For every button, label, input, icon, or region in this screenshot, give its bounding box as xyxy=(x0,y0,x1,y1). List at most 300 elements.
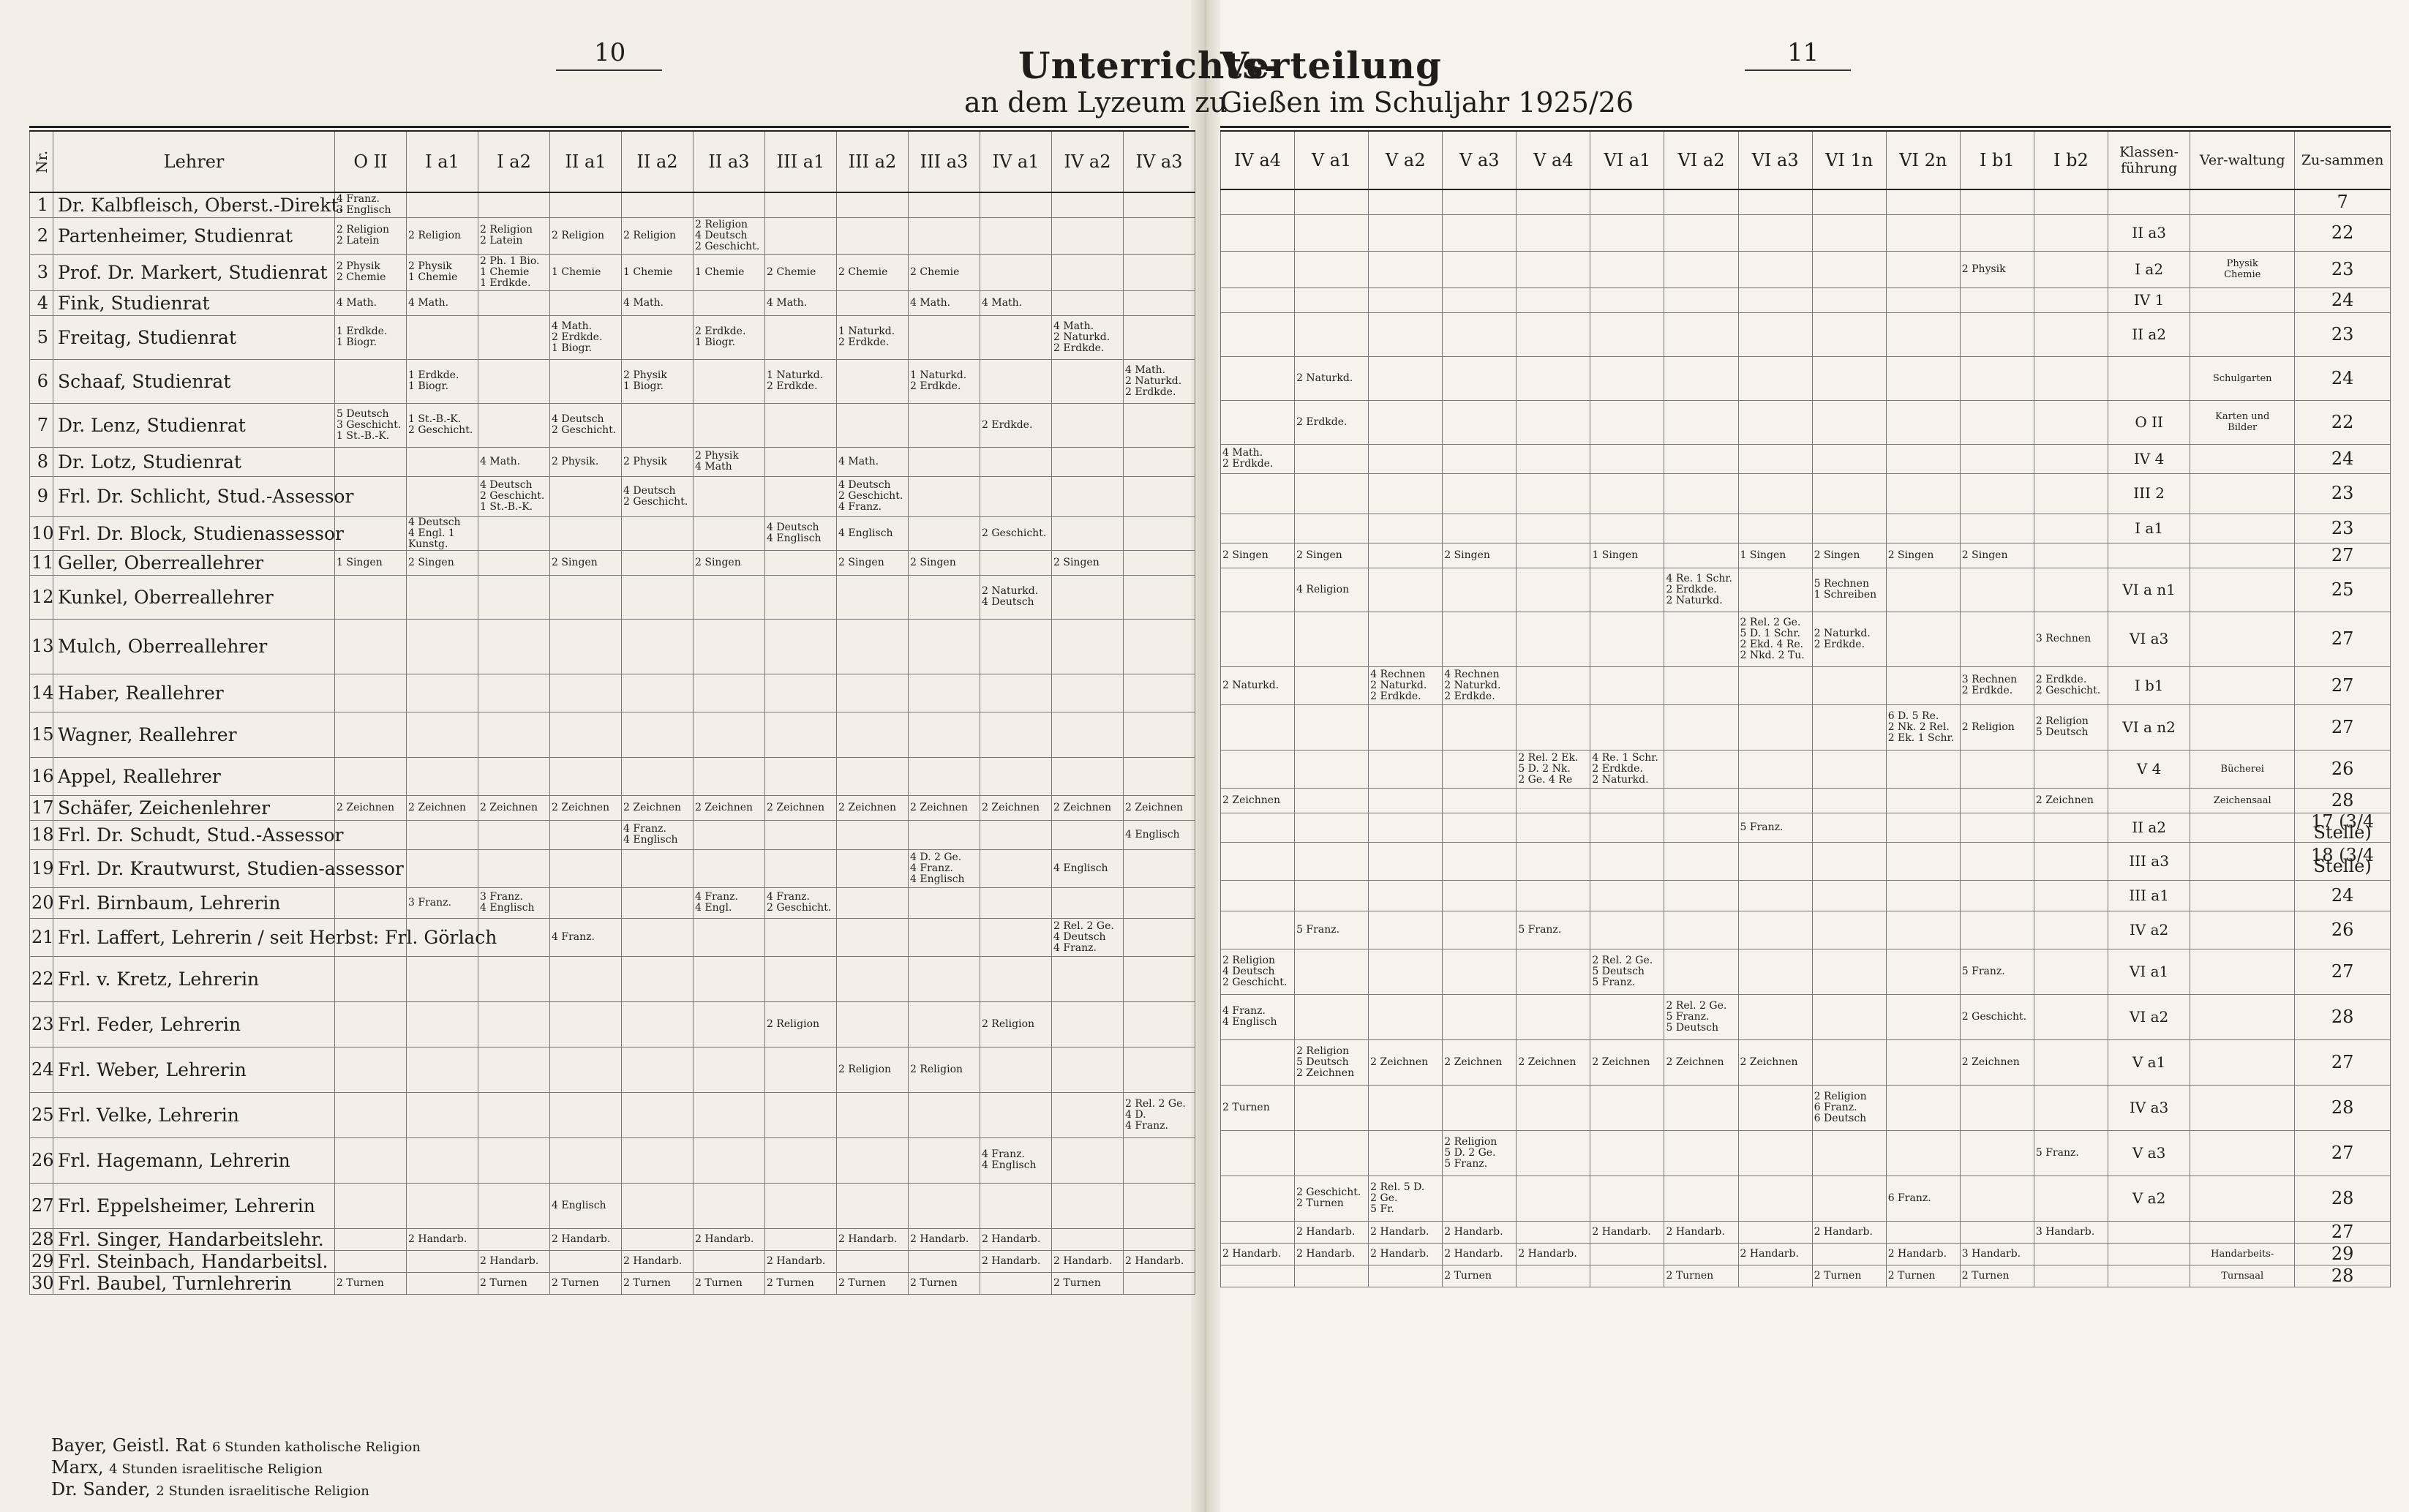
lesson-cell xyxy=(1960,911,2034,949)
footer-note: 4 Stunden israelitische Religion xyxy=(109,1462,323,1477)
lesson-cell xyxy=(1517,473,1590,514)
lesson-cell: 2 Ph. 1 Bio. 1 Chemie 1 Erdkde. xyxy=(478,254,550,290)
lesson-cell: 4 Math. xyxy=(478,447,550,476)
lesson-cell xyxy=(1738,1085,1812,1130)
lesson-cell xyxy=(1812,813,1886,842)
total-hours: 27 xyxy=(2295,543,2391,568)
lesson-cell xyxy=(478,956,550,1001)
table-row xyxy=(1221,444,2391,473)
lesson-cell: 4 Deutsch 2 Geschicht. 1 St.-B.-K. xyxy=(478,476,550,516)
column-header: III a3 xyxy=(909,131,980,192)
lesson-cell xyxy=(550,712,622,757)
lesson-cell xyxy=(1052,820,1124,849)
lesson-cell: 2 Handarb. xyxy=(909,1228,980,1250)
lesson-cell xyxy=(1052,956,1124,1001)
lesson-cell xyxy=(1886,312,1960,356)
column-header: VI a2 xyxy=(1664,131,1738,189)
lesson-cell xyxy=(765,956,837,1001)
lesson-cell xyxy=(1052,757,1124,795)
lesson-cell xyxy=(1295,312,1369,356)
lesson-cell: 2 Zeichnen xyxy=(550,795,622,820)
total-hours: 23 xyxy=(2295,251,2391,287)
lesson-cell xyxy=(2034,251,2108,287)
administration xyxy=(2190,444,2295,473)
table-row xyxy=(1221,1243,2391,1265)
lesson-cell xyxy=(837,1250,909,1272)
table-row xyxy=(30,1001,1195,1047)
lesson-cell xyxy=(1590,1265,1664,1287)
teacher-name: Mulch, Oberreallehrer xyxy=(53,619,335,674)
lesson-cell xyxy=(478,849,550,887)
lesson-cell: 2 Erdkde. 1 Biogr. xyxy=(694,315,765,359)
lesson-cell xyxy=(694,476,765,516)
lesson-cell xyxy=(980,550,1052,575)
lesson-cell xyxy=(1221,880,1295,911)
table-row xyxy=(30,1137,1195,1183)
total-hours: 23 xyxy=(2295,312,2391,356)
lesson-cell xyxy=(1295,251,1369,287)
lesson-cell xyxy=(694,1137,765,1183)
table-row xyxy=(1221,994,2391,1039)
lesson-cell xyxy=(1664,543,1738,568)
class-leadership: VI a n2 xyxy=(2108,704,2190,750)
lesson-cell: 2 Chemie xyxy=(909,254,980,290)
lesson-cell xyxy=(694,1047,765,1092)
lesson-cell xyxy=(2034,880,2108,911)
table-row xyxy=(30,849,1195,887)
column-header: I b2 xyxy=(2034,131,2108,189)
lesson-cell: 4 Deutsch 2 Geschicht. xyxy=(550,403,622,447)
lesson-cell xyxy=(1124,403,1195,447)
lesson-cell xyxy=(1221,813,1295,842)
lesson-cell xyxy=(1517,1221,1590,1243)
table-row xyxy=(30,918,1195,956)
lesson-cell xyxy=(335,1047,407,1092)
lesson-cell xyxy=(1664,514,1738,543)
lesson-cell xyxy=(1886,788,1960,813)
lesson-cell: 4 Math. xyxy=(622,290,694,315)
lesson-cell xyxy=(1517,1265,1590,1287)
lesson-cell: 2 Zeichnen xyxy=(2034,788,2108,813)
lesson-cell: 4 Deutsch 4 Englisch xyxy=(765,516,837,550)
lesson-cell: 2 Singen xyxy=(1812,543,1886,568)
teacher-name: Appel, Reallehrer xyxy=(53,757,335,795)
lesson-cell xyxy=(1812,1039,1886,1085)
lesson-cell: 4 Religion xyxy=(1295,568,1369,612)
lesson-cell: 4 Franz. 4 Englisch xyxy=(622,820,694,849)
class-leadership: III a3 xyxy=(2108,842,2190,880)
lesson-cell xyxy=(1221,514,1295,543)
administration: Handarbeits- xyxy=(2190,1243,2295,1265)
administration: Schulgarten xyxy=(2190,356,2295,400)
table-row xyxy=(30,290,1195,315)
lesson-cell xyxy=(2034,1265,2108,1287)
lesson-cell: 4 Englisch xyxy=(1124,820,1195,849)
lesson-cell: 2 Rel. 2 Ge. 4 D. 4 Franz. xyxy=(1124,1092,1195,1137)
column-header: V a4 xyxy=(1517,131,1590,189)
table-row xyxy=(30,1183,1195,1228)
lesson-cell xyxy=(765,575,837,619)
lesson-cell: 2 Turnen xyxy=(550,1272,622,1294)
lesson-cell xyxy=(1664,704,1738,750)
lesson-cell xyxy=(765,1137,837,1183)
class-leadership xyxy=(2108,788,2190,813)
lesson-cell xyxy=(1517,287,1590,312)
lesson-cell xyxy=(1221,189,1295,214)
table-row xyxy=(30,192,1195,217)
lesson-cell: 4 Math. xyxy=(837,447,909,476)
lesson-cell xyxy=(335,1092,407,1137)
lesson-cell xyxy=(335,1001,407,1047)
administration xyxy=(2190,1039,2295,1085)
lesson-cell xyxy=(1738,994,1812,1039)
lesson-cell xyxy=(1886,612,1960,666)
lesson-cell xyxy=(1886,473,1960,514)
lesson-cell: 2 Geschicht. 2 Turnen xyxy=(1295,1176,1369,1221)
administration xyxy=(2190,287,2295,312)
table-row xyxy=(30,550,1195,575)
lesson-cell xyxy=(407,476,478,516)
administration: Zeichensaal xyxy=(2190,788,2295,813)
schedule-table-left xyxy=(29,130,1195,1295)
lesson-cell xyxy=(407,757,478,795)
lesson-cell: 2 Chemie xyxy=(765,254,837,290)
lesson-cell xyxy=(1664,788,1738,813)
lesson-cell xyxy=(1443,1085,1517,1130)
lesson-cell xyxy=(694,192,765,217)
lesson-cell xyxy=(909,674,980,712)
lesson-cell xyxy=(1221,312,1295,356)
administration xyxy=(2190,568,2295,612)
lesson-cell xyxy=(837,956,909,1001)
lesson-cell xyxy=(1443,473,1517,514)
footer-note: 6 Stunden katholische Religion xyxy=(211,1440,421,1455)
lesson-cell xyxy=(1812,880,1886,911)
lesson-cell xyxy=(980,712,1052,757)
lesson-cell xyxy=(1664,473,1738,514)
table-row xyxy=(1221,813,2391,842)
lesson-cell xyxy=(909,447,980,476)
lesson-cell xyxy=(1295,1085,1369,1130)
lesson-cell xyxy=(1886,911,1960,949)
lesson-cell xyxy=(1369,949,1443,994)
lesson-cell xyxy=(1590,1243,1664,1265)
table-row xyxy=(1221,1130,2391,1176)
lesson-cell xyxy=(1664,312,1738,356)
lesson-cell xyxy=(1443,568,1517,612)
lesson-cell xyxy=(694,820,765,849)
lesson-cell xyxy=(1517,949,1590,994)
row-number: 11 xyxy=(30,550,53,575)
row-number: 9 xyxy=(30,476,53,516)
lesson-cell xyxy=(1052,1228,1124,1250)
class-leadership: VI a3 xyxy=(2108,612,2190,666)
column-header: IV a2 xyxy=(1052,131,1124,192)
lesson-cell xyxy=(980,918,1052,956)
lesson-cell xyxy=(1812,1130,1886,1176)
lesson-cell xyxy=(1960,612,2034,666)
class-leadership: V a1 xyxy=(2108,1039,2190,1085)
lesson-cell: 2 Singen xyxy=(1443,543,1517,568)
lesson-cell: 2 Erdkde. 2 Geschicht. xyxy=(2034,666,2108,704)
lesson-cell xyxy=(1443,189,1517,214)
lesson-cell xyxy=(909,476,980,516)
lesson-cell xyxy=(1590,788,1664,813)
lesson-cell xyxy=(1590,1130,1664,1176)
lesson-cell: 2 Handarb. xyxy=(1124,1250,1195,1272)
lesson-cell xyxy=(1886,842,1960,880)
lesson-cell: 2 Zeichnen xyxy=(407,795,478,820)
lesson-cell xyxy=(1886,444,1960,473)
lesson-cell xyxy=(1221,214,1295,251)
lesson-cell xyxy=(1812,356,1886,400)
lesson-cell xyxy=(1443,813,1517,842)
lesson-cell: 2 Zeichnen xyxy=(1664,1039,1738,1085)
lesson-cell: 2 Turnen xyxy=(1221,1085,1295,1130)
footer-name: Dr. Sander, xyxy=(51,1479,151,1500)
column-header: Ver-waltung xyxy=(2190,131,2295,189)
row-number: 25 xyxy=(30,1092,53,1137)
class-leadership: VI a n1 xyxy=(2108,568,2190,612)
lesson-cell: 2 Singen xyxy=(837,550,909,575)
table-row xyxy=(30,403,1195,447)
lesson-cell xyxy=(1443,400,1517,444)
lesson-cell xyxy=(1124,315,1195,359)
lesson-cell: 2 Chemie xyxy=(837,254,909,290)
lesson-cell xyxy=(1052,403,1124,447)
lesson-cell xyxy=(765,918,837,956)
administration xyxy=(2190,543,2295,568)
lesson-cell xyxy=(1124,849,1195,887)
lesson-cell xyxy=(1812,287,1886,312)
lesson-cell xyxy=(980,1047,1052,1092)
administration: Bücherei xyxy=(2190,750,2295,788)
lesson-cell xyxy=(1052,1092,1124,1137)
lesson-cell xyxy=(1221,750,1295,788)
lesson-cell xyxy=(1960,750,2034,788)
lesson-cell xyxy=(550,1047,622,1092)
teacher-name: Frl. Eppelsheimer, Lehrerin xyxy=(53,1183,335,1228)
lesson-cell xyxy=(765,757,837,795)
table-row xyxy=(1221,911,2391,949)
lesson-cell xyxy=(407,575,478,619)
teacher-name: Frl. Singer, Handarbeitslehr. xyxy=(53,1228,335,1250)
lesson-cell xyxy=(1960,312,2034,356)
lesson-cell xyxy=(1517,251,1590,287)
lesson-cell xyxy=(980,1272,1052,1294)
footer-name: Marx, xyxy=(51,1457,104,1478)
lesson-cell: 2 Turnen xyxy=(1960,1265,2034,1287)
lesson-cell xyxy=(407,1092,478,1137)
row-number: 23 xyxy=(30,1001,53,1047)
lesson-cell: 2 Naturkd. xyxy=(1295,356,1369,400)
teacher-name: Geller, Oberreallehrer xyxy=(53,550,335,575)
lesson-cell xyxy=(1812,312,1886,356)
lesson-cell: 3 Handarb. xyxy=(1960,1243,2034,1265)
lesson-cell xyxy=(550,1137,622,1183)
lesson-cell xyxy=(1738,189,1812,214)
teacher-name: Wagner, Reallehrer xyxy=(53,712,335,757)
lesson-cell xyxy=(1590,568,1664,612)
lesson-cell xyxy=(1443,356,1517,400)
lesson-cell xyxy=(1812,704,1886,750)
lesson-cell xyxy=(1590,994,1664,1039)
lesson-cell xyxy=(1517,788,1590,813)
lesson-cell xyxy=(1960,788,2034,813)
table-row xyxy=(1221,473,2391,514)
administration: Turnsaal xyxy=(2190,1265,2295,1287)
column-header: II a2 xyxy=(622,131,694,192)
column-header: II a1 xyxy=(550,131,622,192)
lesson-cell xyxy=(1664,949,1738,994)
lesson-cell xyxy=(1124,918,1195,956)
table-row xyxy=(1221,287,2391,312)
column-header: Klassen-führung xyxy=(2108,131,2190,189)
schedule-table-right xyxy=(1220,130,2391,1287)
lesson-cell: 2 Rel. 2 Ek. 5 D. 2 Nk. 2 Ge. 4 Re xyxy=(1517,750,1590,788)
lesson-cell xyxy=(407,820,478,849)
table-row xyxy=(1221,356,2391,400)
lesson-cell xyxy=(478,403,550,447)
lesson-cell: 2 Religion xyxy=(622,217,694,254)
lesson-cell xyxy=(1960,813,2034,842)
lesson-cell xyxy=(2034,911,2108,949)
lesson-cell xyxy=(622,1092,694,1137)
lesson-cell xyxy=(622,315,694,359)
administration xyxy=(2190,704,2295,750)
column-header: Lehrer xyxy=(53,131,335,192)
class-leadership: VI a2 xyxy=(2108,994,2190,1039)
lesson-cell xyxy=(1052,516,1124,550)
header-row-left xyxy=(30,131,1195,192)
lesson-cell: 4 Franz. 4 Englisch xyxy=(1221,994,1295,1039)
lesson-cell xyxy=(694,1092,765,1137)
class-leadership xyxy=(2108,1243,2190,1265)
lesson-cell xyxy=(694,290,765,315)
lesson-cell: 2 Rel. 2 Ge. 5 Deutsch 5 Franz. xyxy=(1590,949,1664,994)
lesson-cell: 3 Rechnen 2 Erdkde. xyxy=(1960,666,2034,704)
lesson-cell xyxy=(478,1137,550,1183)
lesson-cell xyxy=(2034,568,2108,612)
lesson-cell: 4 Math. 2 Naturkd. 2 Erdkde. xyxy=(1052,315,1124,359)
column-header: V a2 xyxy=(1369,131,1443,189)
lesson-cell xyxy=(1738,1130,1812,1176)
lesson-cell xyxy=(694,849,765,887)
lesson-cell xyxy=(1960,1085,2034,1130)
lesson-cell xyxy=(837,1183,909,1228)
lesson-cell: 2 Handarb. xyxy=(1517,1243,1590,1265)
lesson-cell: 2 Geschicht. xyxy=(980,516,1052,550)
row-number: 28 xyxy=(30,1228,53,1250)
lesson-cell: 4 Englisch xyxy=(550,1183,622,1228)
lesson-cell xyxy=(335,619,407,674)
table-row xyxy=(1221,1221,2391,1243)
class-leadership: IV 1 xyxy=(2108,287,2190,312)
row-number: 4 xyxy=(30,290,53,315)
table-row xyxy=(30,516,1195,550)
lesson-cell xyxy=(1052,217,1124,254)
total-hours: 26 xyxy=(2295,911,2391,949)
lesson-cell xyxy=(1221,704,1295,750)
lesson-cell xyxy=(1738,312,1812,356)
row-number: 6 xyxy=(30,359,53,403)
lesson-cell xyxy=(1369,568,1443,612)
lesson-cell xyxy=(1960,514,2034,543)
lesson-cell xyxy=(765,1092,837,1137)
lesson-cell xyxy=(550,820,622,849)
lesson-cell: 2 Singen xyxy=(1221,543,1295,568)
lesson-cell xyxy=(765,619,837,674)
lesson-cell xyxy=(622,1183,694,1228)
column-header: III a1 xyxy=(765,131,837,192)
lesson-cell xyxy=(478,1183,550,1228)
lesson-cell xyxy=(1886,1221,1960,1243)
lesson-cell xyxy=(550,1001,622,1047)
lesson-cell xyxy=(837,757,909,795)
lesson-cell xyxy=(622,619,694,674)
class-leadership: V 4 xyxy=(2108,750,2190,788)
table-row xyxy=(30,1047,1195,1092)
column-header: Zu-sammen xyxy=(2295,131,2391,189)
lesson-cell: 1 Chemie xyxy=(694,254,765,290)
book-gutter xyxy=(1191,0,1220,1512)
lesson-cell: 4 Math. 2 Erdkde. 1 Biogr. xyxy=(550,315,622,359)
lesson-cell: 2 Zeichnen xyxy=(1443,1039,1517,1085)
class-leadership: II a3 xyxy=(2108,214,2190,251)
lesson-cell: 2 Religion xyxy=(980,1001,1052,1047)
lesson-cell: 2 Turnen xyxy=(1052,1272,1124,1294)
row-number: 14 xyxy=(30,674,53,712)
lesson-cell xyxy=(1221,1265,1295,1287)
lesson-cell xyxy=(407,849,478,887)
lesson-cell xyxy=(1517,189,1590,214)
lesson-cell xyxy=(1664,356,1738,400)
lesson-cell xyxy=(1886,514,1960,543)
lesson-cell xyxy=(694,516,765,550)
lesson-cell xyxy=(1960,287,2034,312)
row-number: 5 xyxy=(30,315,53,359)
lesson-cell xyxy=(1369,287,1443,312)
lesson-cell xyxy=(1812,473,1886,514)
lesson-cell xyxy=(2034,189,2108,214)
lesson-cell: 2 Handarb. xyxy=(1052,1250,1124,1272)
lesson-cell xyxy=(2034,1085,2108,1130)
column-header: VI a1 xyxy=(1590,131,1664,189)
lesson-cell xyxy=(1590,214,1664,251)
table-row xyxy=(30,674,1195,712)
lesson-cell: 1 St.-B.-K. 2 Geschicht. xyxy=(407,403,478,447)
lesson-cell: 1 Erdkde. 1 Biogr. xyxy=(335,315,407,359)
lesson-cell xyxy=(1812,251,1886,287)
lesson-cell xyxy=(1960,1130,2034,1176)
lesson-cell: 4 Deutsch 2 Geschicht. 4 Franz. xyxy=(837,476,909,516)
lesson-cell xyxy=(1052,575,1124,619)
lesson-cell xyxy=(1443,994,1517,1039)
lesson-cell xyxy=(1590,287,1664,312)
administration xyxy=(2190,473,2295,514)
lesson-cell xyxy=(1517,543,1590,568)
lesson-cell: 4 Math. xyxy=(335,290,407,315)
lesson-cell: 2 Handarb. xyxy=(1221,1243,1295,1265)
lesson-cell xyxy=(1443,880,1517,911)
lesson-cell xyxy=(1124,476,1195,516)
lesson-cell: 2 Zeichnen xyxy=(1590,1039,1664,1085)
lesson-cell xyxy=(1664,666,1738,704)
class-leadership: I a1 xyxy=(2108,514,2190,543)
row-number: 27 xyxy=(30,1183,53,1228)
lesson-cell xyxy=(335,674,407,712)
lesson-cell xyxy=(1886,666,1960,704)
